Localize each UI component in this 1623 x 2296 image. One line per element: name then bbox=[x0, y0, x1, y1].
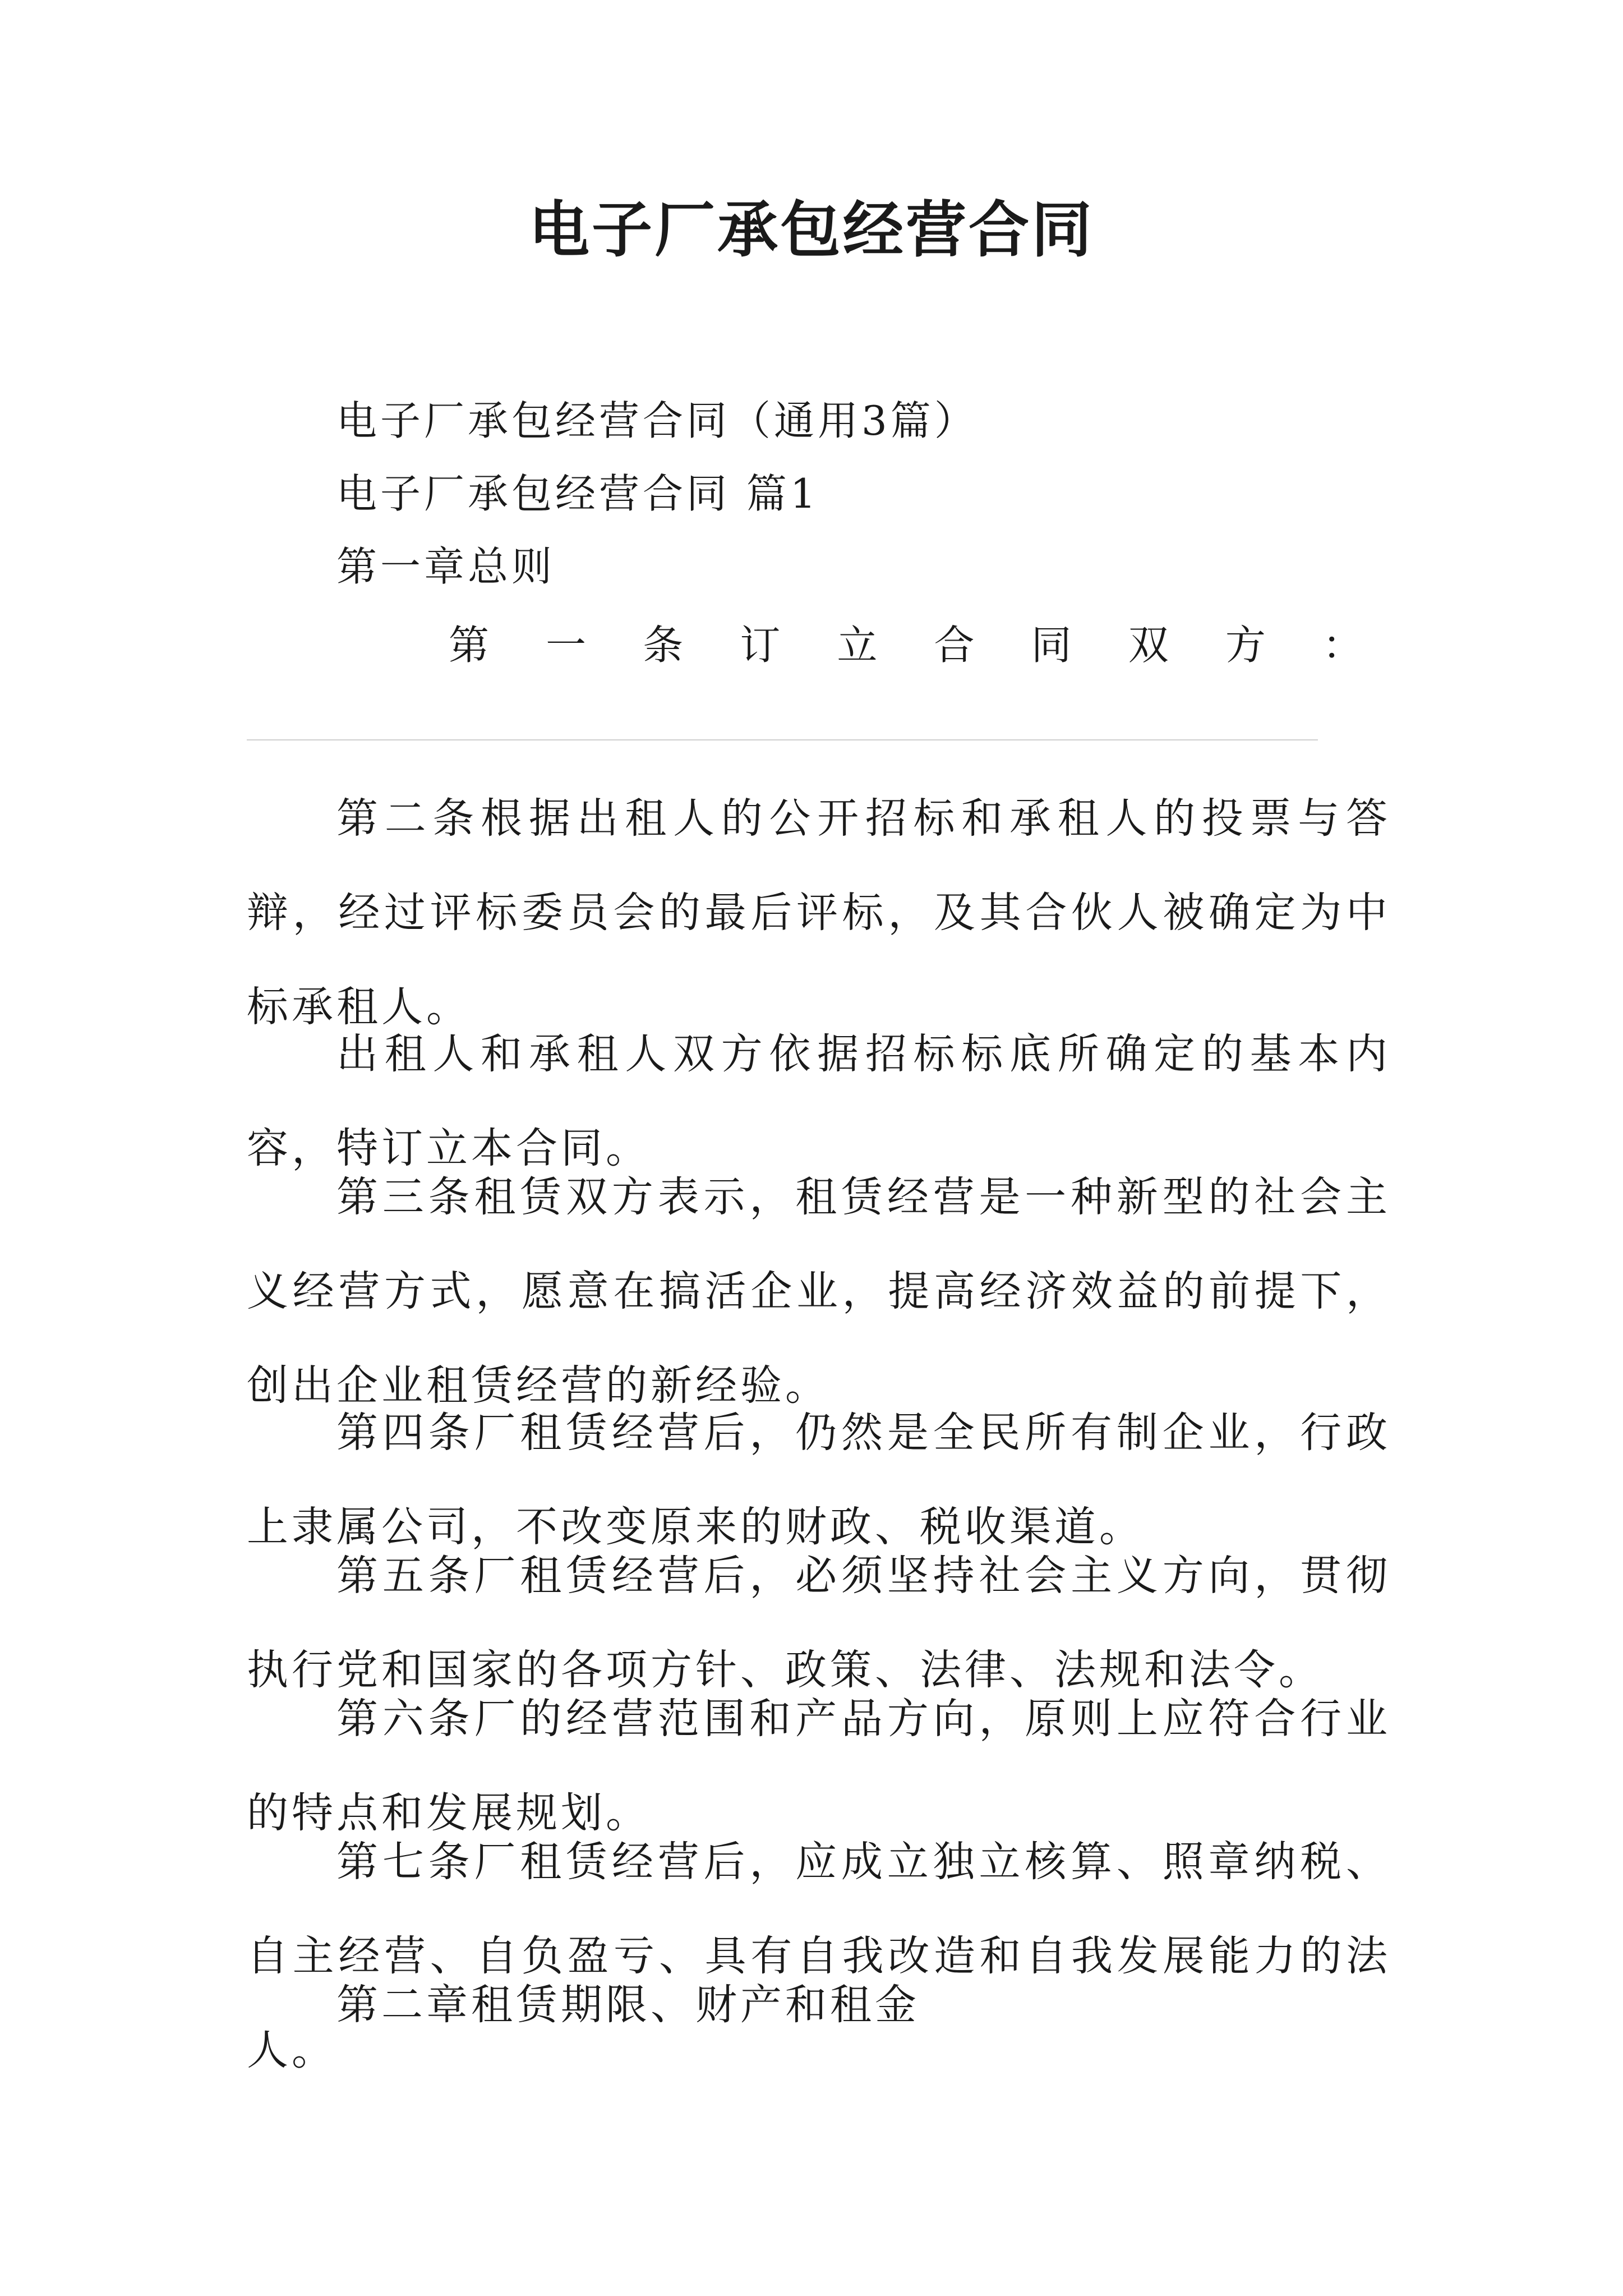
paragraph: 第七条厂租赁经营后，应成立独立核算、照章纳税、自主经营、自负盈亏、具有自我改造和自我发展能力的法人。 bbox=[247, 1838, 1391, 2074]
document-title: 电子厂承包经营合同 bbox=[528, 195, 1094, 265]
article-one-char: 条 bbox=[643, 622, 684, 669]
article-one-char: 订 bbox=[740, 622, 781, 669]
paragraph: 出租人和承租人双方依据招标标底所确定的基本内容，特订立本合同。 bbox=[247, 1030, 1391, 1172]
paragraph: 第五条厂租赁经营后，必须坚持社会主义方向，贯彻执行党和国家的各项方针、政策、法律、法规和法令。 bbox=[247, 1552, 1391, 1694]
article-one-char: 一 bbox=[546, 622, 587, 669]
paragraph: 第二条根据出租人的公开招标和承租人的投票与答辩，经过评标委员会的最后评标，及其合伙人被确定为中标承租人。 bbox=[247, 794, 1391, 1031]
article-one-char: 同 bbox=[1031, 622, 1072, 669]
chapter-heading: 第一章总则 bbox=[336, 543, 556, 590]
paragraph: 第三条租赁双方表示，租赁经营是一种新型的社会主义经营方式，愿意在搞活企业，提高经济效益的前提下，创出企业租赁经营的新经验。 bbox=[247, 1173, 1391, 1410]
section-heading: 电子厂承包经营合同 篇1 bbox=[336, 470, 819, 517]
document-subtitle: 电子厂承包经营合同（通用3篇） bbox=[336, 397, 978, 444]
article-one-char: ： bbox=[1322, 622, 1363, 669]
paragraph: 第六条厂的经营范围和产品方向，原则上应符合行业的特点和发展规划。 bbox=[247, 1695, 1391, 1837]
article-one-char: 立 bbox=[837, 622, 878, 669]
article-one-char: 方 bbox=[1225, 622, 1266, 669]
article-one-line bbox=[449, 614, 1363, 676]
article-one-char: 合 bbox=[934, 622, 975, 669]
page-divider bbox=[247, 739, 1318, 740]
article-one-char: 双 bbox=[1128, 622, 1169, 669]
article-one-char: 第 bbox=[449, 622, 490, 669]
chapter-heading: 第二章租赁期限、财产和租金 bbox=[336, 1981, 920, 2029]
paragraph: 第四条厂租赁经营后，仍然是全民所有制企业，行政上隶属公司，不改变原来的财政、税收渠道。 bbox=[247, 1409, 1391, 1551]
